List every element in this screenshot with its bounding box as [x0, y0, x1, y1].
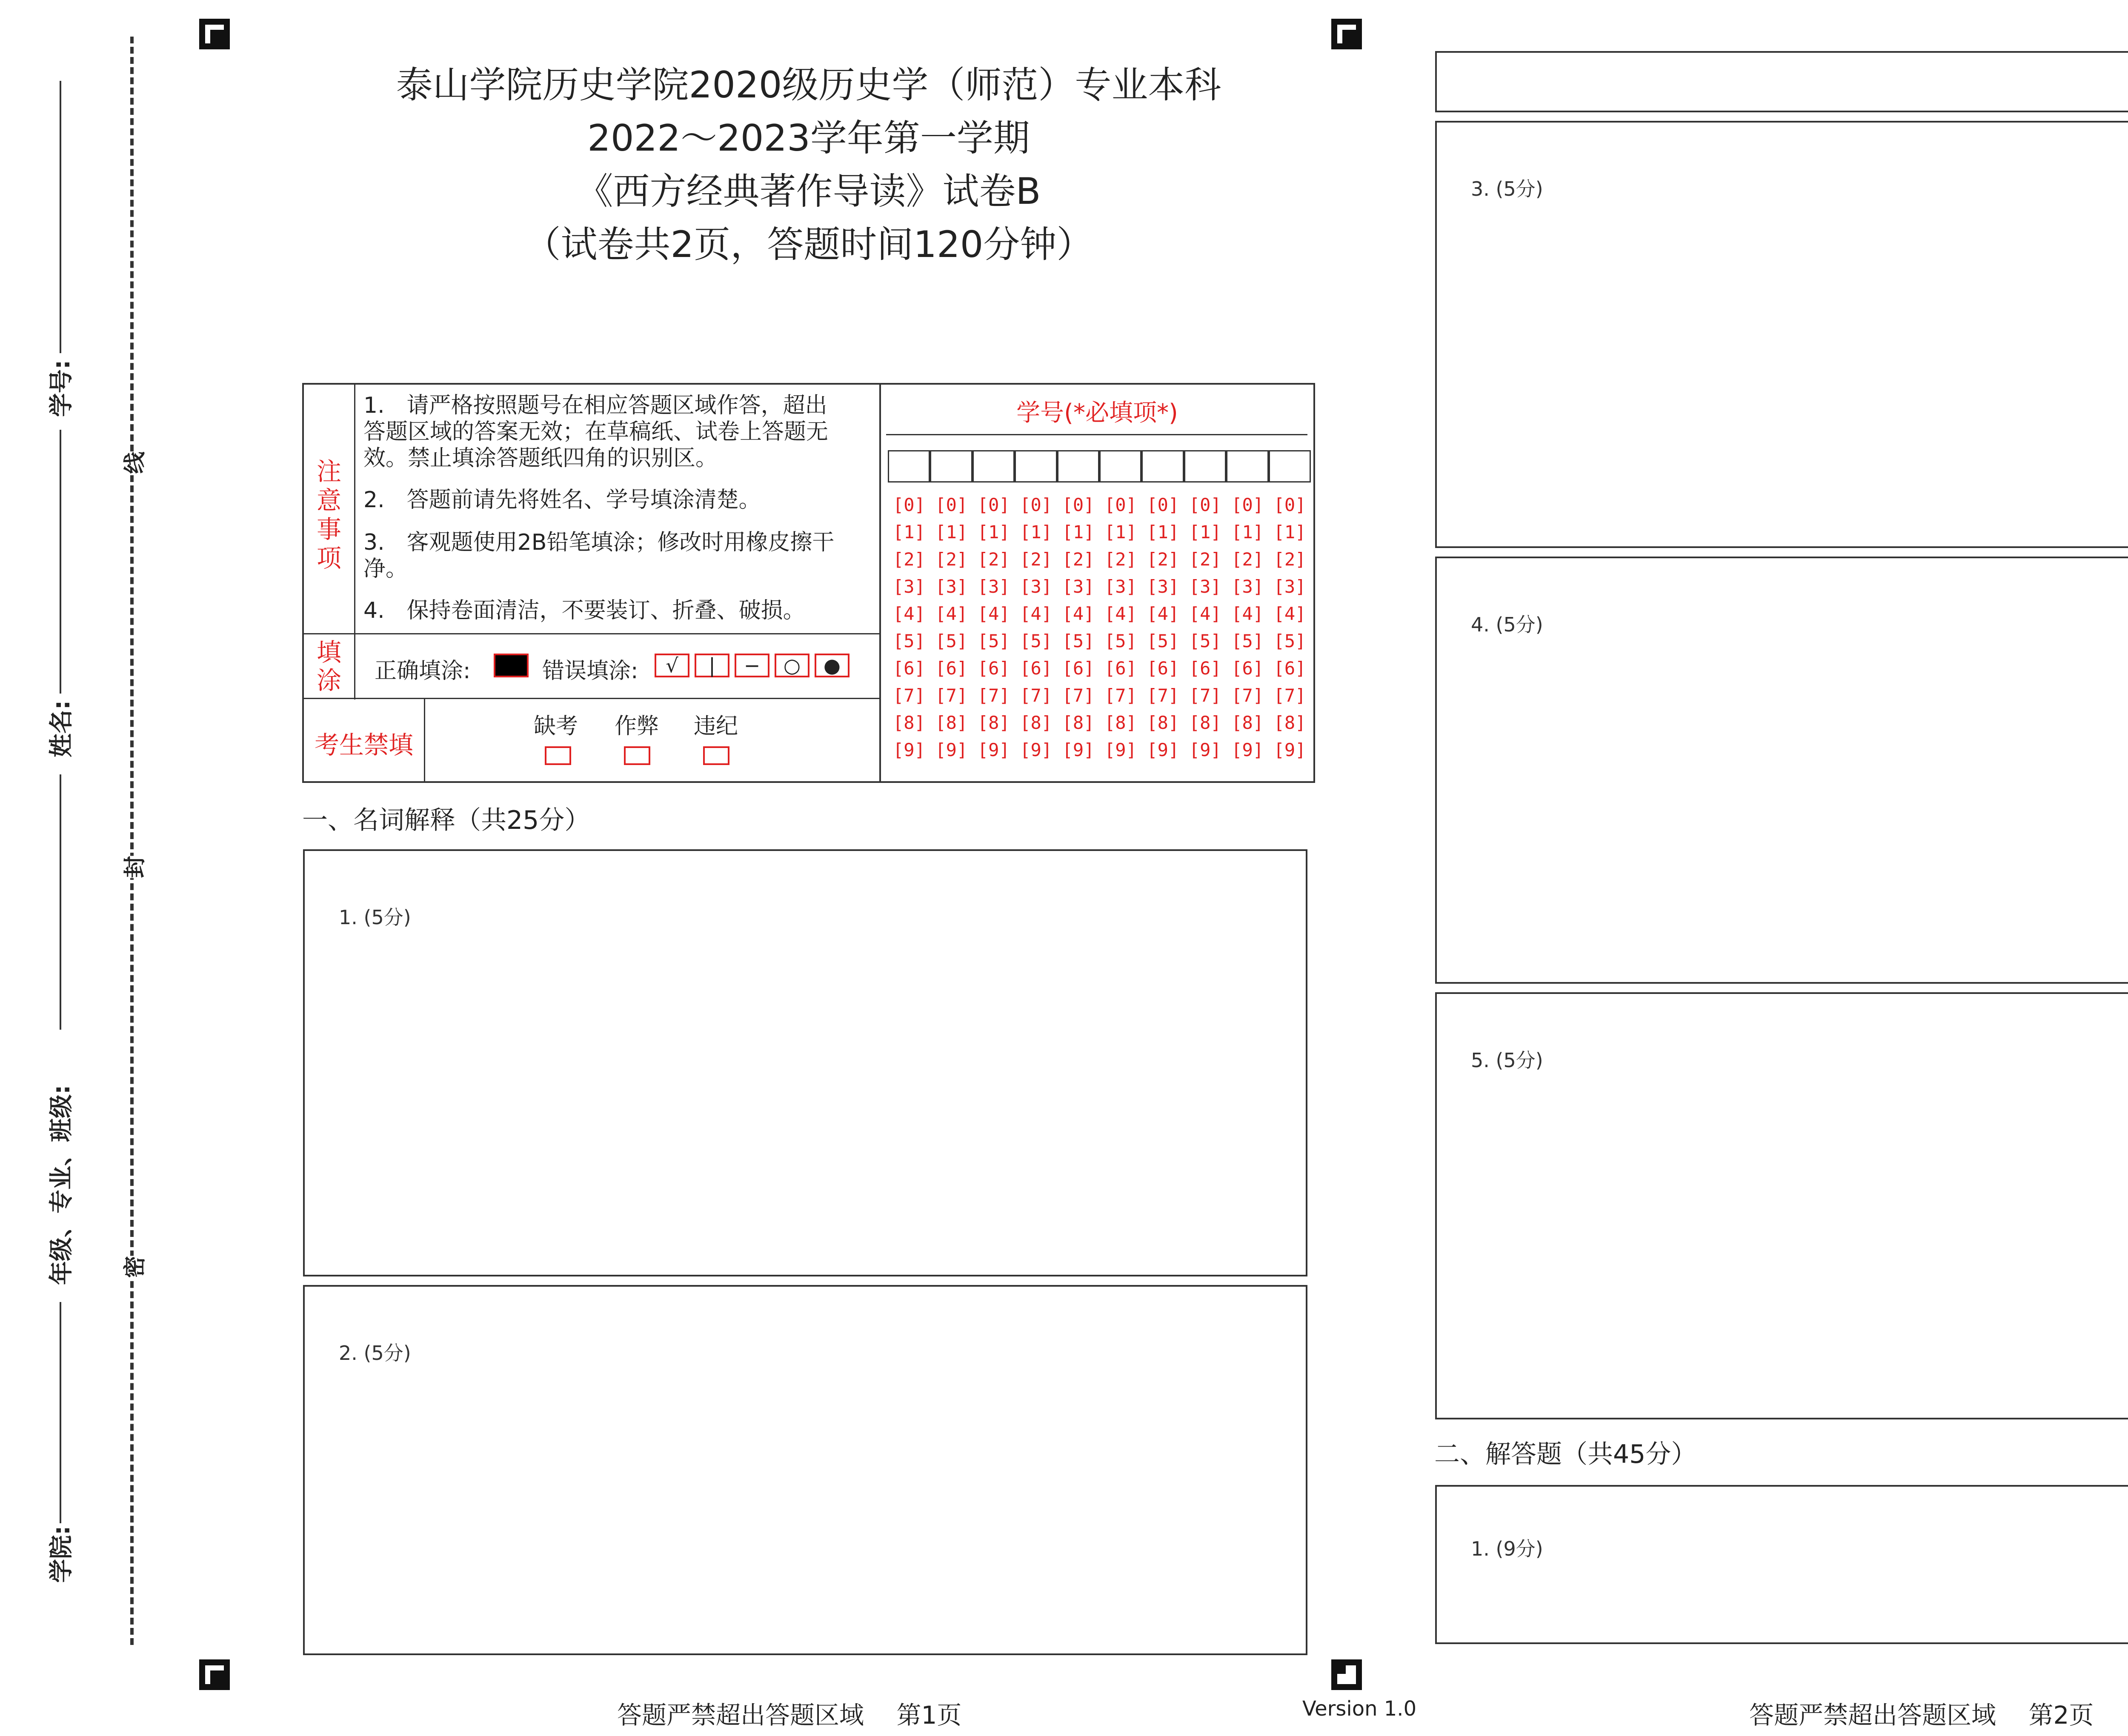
student-id-bubble[interactable]: [0]	[1273, 494, 1306, 515]
footer-page2: 答题严禁超出答题区域 第2页	[1749, 1701, 2094, 1730]
forbidden-absent-label: 缺考	[534, 714, 578, 739]
student-id-bubble[interactable]: [2]	[1231, 549, 1264, 570]
forbidden-absent-box[interactable]	[545, 746, 571, 765]
student-id-bubble[interactable]: [1]	[977, 522, 1010, 542]
student-id-write-cell[interactable]	[1057, 450, 1099, 483]
forbidden-divider	[424, 698, 425, 783]
student-id-bubble[interactable]: [3]	[893, 576, 925, 597]
correct-fill-label: 正确填涂:	[375, 658, 471, 684]
student-id-bubble[interactable]: [2]	[935, 549, 968, 570]
student-id-bubble[interactable]: [4]	[1104, 603, 1137, 624]
answer-box-q1[interactable]	[303, 849, 1307, 1276]
student-id-bubble[interactable]: [0]	[1062, 494, 1095, 515]
cut-line	[130, 37, 134, 1645]
student-id-bubble[interactable]: [0]	[1104, 494, 1137, 515]
student-id-bubble[interactable]: [1]	[1147, 522, 1179, 542]
student-id-bubble[interactable]: [9]	[1273, 740, 1306, 760]
student-id-bubble[interactable]: [8]	[935, 712, 968, 733]
student-id-bubble[interactable]: [6]	[977, 658, 1010, 679]
student-id-bubble[interactable]: [4]	[1231, 603, 1264, 624]
forbidden-label: 考生禁填	[314, 731, 413, 760]
student-id-bubble[interactable]: [6]	[1147, 658, 1179, 679]
student-id-bubble[interactable]: [5]	[893, 631, 925, 651]
student-id-bubble[interactable]: [9]	[1062, 740, 1095, 760]
wrong-mark-check: √	[655, 654, 689, 677]
name-underline	[60, 430, 61, 694]
question-label-s2q1: 1. (9分)	[1471, 1537, 1543, 1560]
answer-box-q2[interactable]	[303, 1285, 1307, 1655]
student-id-bubble[interactable]: [2]	[1147, 549, 1179, 570]
student-id-write-cell[interactable]	[972, 450, 1015, 483]
exam-title-line4: （试卷共2页，答题时间120分钟）	[524, 223, 1093, 266]
student-id-write-cell[interactable]	[1141, 450, 1184, 483]
fill-char-2: 涂	[316, 666, 341, 695]
student-id-bubble[interactable]: [4]	[1273, 603, 1306, 624]
student-id-bubble[interactable]: [3]	[935, 576, 968, 597]
student-id-bubble[interactable]: [3]	[1104, 576, 1137, 597]
student-id-bubble[interactable]: [0]	[1020, 494, 1053, 515]
student-id-bubble[interactable]: [0]	[893, 494, 925, 515]
student-id-bubble[interactable]: [5]	[1147, 631, 1179, 651]
student-id-write-cell[interactable]	[1226, 450, 1268, 483]
student-id-label: 学号:	[48, 360, 75, 417]
answer-box-s2q1[interactable]	[1435, 1485, 2128, 1644]
student-id-bubble[interactable]: [2]	[1189, 549, 1221, 570]
info-box	[302, 383, 1315, 783]
student-id-bubble[interactable]: [3]	[1147, 576, 1179, 597]
answer-box-q5[interactable]	[1435, 992, 2128, 1419]
fill-char-1: 填	[316, 638, 341, 667]
student-id-bubble[interactable]: [4]	[1147, 603, 1179, 624]
student-id-bubble[interactable]: [7]	[1189, 685, 1221, 706]
info-divider	[879, 385, 881, 781]
student-id-bubble[interactable]: [8]	[1104, 712, 1137, 733]
student-id-write-cell[interactable]	[930, 450, 972, 483]
student-id-bubble[interactable]: [7]	[1231, 685, 1264, 706]
student-id-bubble[interactable]: [6]	[1062, 658, 1095, 679]
student-id-bubble[interactable]: [3]	[977, 576, 1010, 597]
exam-title-line3: 《西方经典著作导读》试卷B	[576, 170, 1041, 213]
student-id-bubble[interactable]: [3]	[1189, 576, 1221, 597]
answer-box-q4[interactable]	[1435, 557, 2128, 984]
student-id-bubble[interactable]: [5]	[1273, 631, 1306, 651]
student-id-bubble[interactable]: [7]	[977, 685, 1010, 706]
student-id-bubble[interactable]: [8]	[1147, 712, 1179, 733]
exam-title-line1: 泰山学院历史学院2020级历史学（师范）专业本科	[396, 64, 1221, 106]
notice-hline-2	[304, 698, 879, 699]
student-id-bubble[interactable]: [1]	[1062, 522, 1095, 542]
wrong-mark-dot: ●	[815, 654, 849, 677]
student-id-write-cell[interactable]	[1099, 450, 1141, 483]
student-id-bubble[interactable]: [4]	[935, 603, 968, 624]
notice-hline-1	[304, 633, 879, 634]
student-id-bubble[interactable]: [6]	[1104, 658, 1137, 679]
student-id-bubble[interactable]: [8]	[893, 712, 925, 733]
student-id-bubble[interactable]: [7]	[1062, 685, 1095, 706]
student-id-bubble[interactable]: [0]	[1189, 494, 1221, 515]
student-id-bubble[interactable]: [0]	[977, 494, 1010, 515]
student-id-bubble[interactable]: [1]	[935, 522, 968, 542]
student-id-title-underline	[886, 434, 1307, 435]
notice-item-4: 4. 保持卷面清洁，不要装订、折叠、破损。	[363, 598, 805, 623]
answer-box-q3[interactable]	[1435, 121, 2128, 548]
footer-page1: 答题严禁超出答题区域 第1页	[617, 1701, 962, 1730]
student-id-bubble[interactable]: [1]	[1104, 522, 1137, 542]
student-id-write-cell[interactable]	[1269, 450, 1311, 483]
student-id-bubble[interactable]: [9]	[893, 740, 925, 760]
student-id-bubble[interactable]: [6]	[1231, 658, 1264, 679]
student-id-bubble[interactable]: [2]	[893, 549, 925, 570]
student-id-title: 学号(*必填项*)	[1016, 399, 1178, 427]
class-underline	[60, 774, 61, 1030]
student-id-bubble[interactable]: [8]	[1189, 712, 1221, 733]
student-id-bubble[interactable]: [6]	[935, 658, 968, 679]
student-id-bubble[interactable]: [0]	[935, 494, 968, 515]
student-id-bubble[interactable]: [7]	[1147, 685, 1179, 706]
student-id-bubble[interactable]: [6]	[893, 658, 925, 679]
student-id-bubble[interactable]: [1]	[893, 522, 925, 542]
student-id-bubble[interactable]: [4]	[1020, 603, 1053, 624]
student-id-bubble[interactable]: [2]	[1062, 549, 1095, 570]
forbidden-violation-box[interactable]	[703, 746, 729, 765]
student-id-bubble[interactable]: [3]	[1273, 576, 1306, 597]
wrong-mark-circle: ○	[775, 654, 809, 677]
student-id-bubble[interactable]: [2]	[1020, 549, 1053, 570]
student-id-bubble[interactable]: [4]	[893, 603, 925, 624]
correct-fill-sample	[494, 654, 529, 677]
forbidden-violation-label: 违纪	[694, 714, 738, 739]
student-id-write-cell[interactable]	[1015, 450, 1057, 483]
corner-marker-top-middle	[1331, 19, 1362, 49]
student-id-bubble[interactable]: [5]	[1062, 631, 1095, 651]
section1-title: 一、名词解释（共25分）	[302, 805, 590, 835]
notice-char-1: 注	[316, 457, 341, 486]
student-id-bubble[interactable]: [3]	[1062, 576, 1095, 597]
section2-title: 二、解答题（共45分）	[1434, 1439, 1697, 1469]
student-id-bubble[interactable]: [1]	[1189, 522, 1221, 542]
student-id-bubble[interactable]: [4]	[1189, 603, 1221, 624]
student-id-bubble[interactable]: [6]	[1020, 658, 1053, 679]
fill-side-label	[304, 638, 354, 694]
question-label-q5: 5. (5分)	[1471, 1049, 1543, 1072]
student-id-bubble[interactable]: [5]	[1020, 631, 1053, 651]
cut-word-line: 线	[117, 451, 149, 474]
question-label-q2: 2. (5分)	[339, 1342, 411, 1365]
notice-char-3: 事	[316, 515, 341, 544]
cut-word-secret: 密	[117, 1256, 149, 1278]
notice-item-3: 3. 客观题使用2B铅笔填涂；修改时用橡皮擦干净。	[363, 530, 835, 582]
student-id-bubble[interactable]: [5]	[1104, 631, 1137, 651]
notice-side-divider	[354, 385, 355, 700]
student-id-bubble[interactable]: [2]	[1104, 549, 1137, 570]
student-id-bubble[interactable]: [8]	[1273, 712, 1306, 733]
college-label: 学院:	[48, 1525, 75, 1583]
student-id-bubble[interactable]: [9]	[1104, 740, 1137, 760]
student-id-bubble[interactable]: [5]	[1189, 631, 1221, 651]
class-label: 年级、专业、班级:	[48, 1085, 75, 1285]
student-id-bubble[interactable]: [0]	[1231, 494, 1264, 515]
notice-item-2: 2. 答题前请先将姓名、学号填涂清楚。	[363, 487, 761, 513]
cut-word-seal: 封	[117, 856, 149, 878]
page2-header-box	[1435, 51, 2128, 112]
notice-side-label	[304, 457, 354, 573]
name-label: 姓名:	[48, 700, 75, 757]
student-id-bubble[interactable]: [2]	[1273, 549, 1306, 570]
forbidden-cheat-box[interactable]	[624, 746, 650, 765]
wrong-mark-bar: |	[695, 654, 729, 677]
student-id-write-cell[interactable]	[888, 450, 930, 483]
notice-char-4: 项	[316, 544, 341, 573]
student-id-underline	[60, 81, 61, 353]
student-id-bubble[interactable]: [9]	[977, 740, 1010, 760]
student-id-bubble[interactable]: [1]	[1231, 522, 1264, 542]
notice-char-2: 意	[316, 486, 341, 515]
student-id-bubble[interactable]: [8]	[1231, 712, 1264, 733]
student-id-bubble[interactable]: [6]	[1189, 658, 1221, 679]
corner-marker-bottom-left	[199, 1659, 230, 1690]
wrong-mark-dash: −	[735, 654, 769, 677]
student-id-bubble[interactable]: [4]	[1062, 603, 1095, 624]
notice-item-1: 1. 请严格按照题号在相应答题区域作答，超出答题区域的答案无效；在草稿纸、试卷上答题无效。禁止填涂答题纸四角的识别区。	[363, 393, 829, 471]
college-underline	[60, 1302, 61, 1523]
student-id-bubble[interactable]: [3]	[1231, 576, 1264, 597]
student-id-bubble[interactable]: [7]	[1104, 685, 1137, 706]
corner-marker-bottom-middle	[1331, 1659, 1362, 1690]
student-id-bubble[interactable]: [5]	[1231, 631, 1264, 651]
student-id-bubble[interactable]: [8]	[977, 712, 1010, 733]
student-id-bubble[interactable]: [1]	[1273, 522, 1306, 542]
corner-marker-top-left	[199, 19, 230, 49]
student-id-bubble[interactable]: [7]	[935, 685, 968, 706]
wrong-fill-label: 错误填涂:	[542, 658, 638, 684]
student-id-bubble[interactable]: [7]	[1020, 685, 1053, 706]
question-label-q3: 3. (5分)	[1471, 177, 1543, 200]
student-id-bubble[interactable]: [5]	[977, 631, 1010, 651]
student-id-bubble[interactable]: [0]	[1147, 494, 1179, 515]
student-id-bubble[interactable]: [3]	[1020, 576, 1053, 597]
student-id-bubble[interactable]: [9]	[935, 740, 968, 760]
question-label-q4: 4. (5分)	[1471, 613, 1543, 636]
footer-version: Version 1.0	[1302, 1697, 1417, 1721]
student-id-bubble[interactable]: [9]	[1189, 740, 1221, 760]
student-id-bubble[interactable]: [8]	[1020, 712, 1053, 733]
student-id-write-cell[interactable]	[1184, 450, 1226, 483]
student-id-bubble[interactable]: [5]	[935, 631, 968, 651]
student-id-bubble[interactable]: [7]	[893, 685, 925, 706]
student-id-bubble[interactable]: [4]	[977, 603, 1010, 624]
student-id-bubble[interactable]: [1]	[1020, 522, 1053, 542]
student-id-bubble[interactable]: [2]	[977, 549, 1010, 570]
forbidden-cheat-label: 作弊	[615, 714, 659, 739]
student-id-bubble[interactable]: [8]	[1062, 712, 1095, 733]
student-id-bubble[interactable]: [9]	[1020, 740, 1053, 760]
question-label-q1: 1. (5分)	[339, 906, 411, 929]
student-id-bubble[interactable]: [9]	[1147, 740, 1179, 760]
student-id-bubble[interactable]: [9]	[1231, 740, 1264, 760]
student-id-bubble[interactable]: [7]	[1273, 685, 1306, 706]
student-id-bubble[interactable]: [6]	[1273, 658, 1306, 679]
exam-title-line2: 2022～2023学年第一学期	[587, 117, 1030, 160]
